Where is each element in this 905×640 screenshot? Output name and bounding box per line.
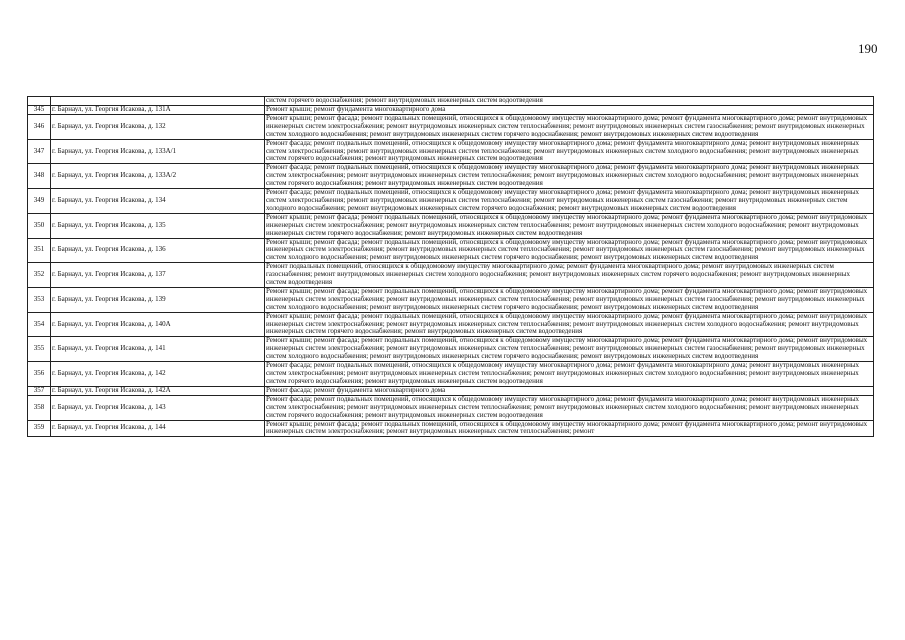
table-row bbox=[28, 287, 874, 312]
address-cell: г. Барнаул, ул. Георгия Исакова, д. 135 bbox=[51, 213, 265, 238]
address-cell: г. Барнаул, ул. Георгия Исакова, д. 134 bbox=[51, 189, 265, 214]
address-cell: г. Барнаул, ул. Георгия Исакова, д. 143 bbox=[51, 395, 265, 420]
address-cell bbox=[51, 97, 265, 106]
works-cell: Ремонт фасада; ремонт подвальных помещений, относящихся к общедомовому имуществу многоквартирного дома; ремонт фундамента многоквартирного дома; ремонт внутридомовых инженерных систем электроснабжения; ремонт внутридомовых инженерных систем теплоснабжения; ремонт внутридомовых инженерных систем холодного водоснабжения; ремонт внутридомовых инженерных систем горячего водоснабжения; ремонт внутридомовых инженерных систем водоотведения bbox=[265, 362, 874, 387]
works-cell: Ремонт крыши; ремонт фундамента многоквартирного дома bbox=[265, 105, 874, 114]
row-number: 354 bbox=[28, 312, 51, 337]
works-cell: Ремонт крыши; ремонт фасада; ремонт подвальных помещений, относящихся к общедомовому имуществу многоквартирного дома; ремонт фундамента многоквартирного дома; ремонт внутридомовых инженерных систем электроснабжения; ремонт внутридомовых инженерных систем теплоснабжения; ремонт внутридомовых инженерных систем холодного водоснабжения; ремонт внутридомовых инженерных систем горячего водоснабжения; ремонт внутридомовых инженерных систем водоотведения bbox=[265, 213, 874, 238]
row-number: 349 bbox=[28, 189, 51, 214]
table-row bbox=[28, 312, 874, 337]
table-row bbox=[28, 420, 874, 437]
works-cell: Ремонт крыши; ремонт фасада; ремонт подвальных помещений, относящихся к общедомовому имуществу многоквартирного дома; ремонт фундамента многоквартирного дома; ремонт внутридомовых инженерных систем электроснабжения; ремонт внутридомовых инженерных систем теплоснабжения; ремонт внутридомовых инженерных систем газоснабжения; ремонт внутридомовых инженерных систем холодного водоснабжения; ремонт внутридомовых инженерных систем горячего водоснабжения; ремонт внутридомовых инженерных систем водоотведения bbox=[265, 287, 874, 312]
works-cell: Ремонт фасада; ремонт подвальных помещений, относящихся к общедомовому имуществу многоквартирного дома; ремонт фундамента многоквартирного дома; ремонт внутридомовых инженерных систем электроснабжения; ремонт внутридомовых инженерных систем теплоснабжения; ремонт внутридомовых инженерных систем холодного водоснабжения; ремонт внутридомовых инженерных систем горячего водоснабжения; ремонт внутридомовых инженерных систем водоотведения bbox=[265, 139, 874, 164]
works-cell: Ремонт крыши; ремонт фасада; ремонт подвальных помещений, относящихся к общедомовому имуществу многоквартирного дома; ремонт фундамента многоквартирного дома; ремонт внутридомовых инженерных систем электроснабжения; ремонт внутридомовых инженерных систем теплоснабжения; ремонт внутридомовых инженерных систем холодного водоснабжения; ремонт внутридомовых инженерных систем горячего водоснабжения; ремонт внутридомовых инженерных систем водоотведения bbox=[265, 312, 874, 337]
address-cell: г. Барнаул, ул. Георгия Исакова, д. 133А/2 bbox=[51, 164, 265, 189]
address-cell: г. Барнаул, ул. Георгия Исакова, д. 139 bbox=[51, 287, 265, 312]
works-cell: Ремонт фасада; ремонт подвальных помещений, относящихся к общедомовому имуществу многоквартирного дома; ремонт фундамента многоквартирного дома; ремонт внутридомовых инженерных систем электроснабжения; ремонт внутридомовых инженерных систем теплоснабжения; ремонт внутридомовых инженерных систем газоснабжения; ремонт внутридомовых инженерных систем холодного водоснабжения; ремонт внутридомовых инженерных систем горячего водоснабжения; ремонт внутридомовых инженерных систем водоотведения bbox=[265, 189, 874, 214]
works-cell: Ремонт фасада; ремонт подвальных помещений, относящихся к общедомовому имуществу многоквартирного дома; ремонт фундамента многоквартирного дома; ремонт внутридомовых инженерных систем электроснабжения; ремонт внутридомовых инженерных систем теплоснабжения; ремонт внутридомовых инженерных систем холодного водоснабжения; ремонт внутридомовых инженерных систем горячего водоснабжения; ремонт внутридомовых инженерных систем водоотведения bbox=[265, 164, 874, 189]
row-number: 347 bbox=[28, 139, 51, 164]
works-cell: Ремонт фасада; ремонт подвальных помещений, относящихся к общедомовому имуществу многоквартирного дома; ремонт фундамента многоквартирного дома; ремонт внутридомовых инженерных систем электроснабжения; ремонт внутридомовых инженерных систем теплоснабжения; ремонт внутридомовых инженерных систем холодного водоснабжения; ремонт внутридомовых инженерных систем горячего водоснабжения; ремонт внутридомовых инженерных систем водоотведения bbox=[265, 395, 874, 420]
table-row bbox=[28, 263, 874, 288]
table-row bbox=[28, 337, 874, 362]
address-cell: г. Барнаул, ул. Георгия Исакова, д. 137 bbox=[51, 263, 265, 288]
works-cell: Ремонт крыши; ремонт фасада; ремонт подвальных помещений, относящихся к общедомовому имуществу многоквартирного дома; ремонт фундамента многоквартирного дома; ремонт внутридомовых инженерных систем электроснабжения; ремонт внутридомовых инженерных систем теплоснабжения; ремонт внутридомовых инженерных систем газоснабжения; ремонт внутридомовых инженерных систем холодного водоснабжения; ремонт внутридомовых инженерных систем горячего водоснабжения; ремонт внутридомовых инженерных систем водоотведения bbox=[265, 114, 874, 139]
works-cell: Ремонт крыши; ремонт фасада; ремонт подвальных помещений, относящихся к общедомовому имуществу многоквартирного дома; ремонт фундамента многоквартирного дома; ремонт внутридомовых инженерных систем электроснабжения; ремонт внутридомовых инженерных систем теплоснабжения; ремонт внутридомовых инженерных систем газоснабжения; ремонт внутридомовых инженерных систем холодного водоснабжения; ремонт внутридомовых инженерных систем горячего водоснабжения; ремонт внутридомовых инженерных систем водоотведения bbox=[265, 337, 874, 362]
table-row bbox=[28, 164, 874, 189]
table-row bbox=[28, 386, 874, 395]
row-number: 346 bbox=[28, 114, 51, 139]
works-cell: Ремонт фасада; ремонт фундамента многоквартирного дома bbox=[265, 386, 874, 395]
table-row bbox=[28, 189, 874, 214]
address-cell: г. Барнаул, ул. Георгия Исакова, д. 142 bbox=[51, 362, 265, 387]
address-cell: г. Барнаул, ул. Георгия Исакова, д. 144 bbox=[51, 420, 265, 437]
address-cell: г. Барнаул, ул. Георгия Исакова, д. 140А bbox=[51, 312, 265, 337]
row-number: 348 bbox=[28, 164, 51, 189]
page-number: 190 bbox=[858, 41, 878, 56]
works-cell: Ремонт крыши; ремонт фасада; ремонт подвальных помещений, относящихся к общедомовому имуществу многоквартирного дома; ремонт фундамента многоквартирного дома; ремонт внутридомовых инженерных систем электроснабжения; ремонт внутридомовых инженерных систем теплоснабжения; ремонт внутридомовых инженерных систем газоснабжения; ремонт внутридомовых инженерных систем холодного водоснабжения; ремонт внутридомовых инженерных систем горячего водоснабжения; ремонт внутридомовых инженерных систем водоотведения bbox=[265, 238, 874, 263]
row-number: 351 bbox=[28, 238, 51, 263]
row-number: 357 bbox=[28, 386, 51, 395]
repair-registry-table bbox=[27, 96, 874, 437]
address-cell: г. Барнаул, ул. Георгия Исакова, д. 132 bbox=[51, 114, 265, 139]
row-number bbox=[28, 97, 51, 106]
table-row bbox=[28, 139, 874, 164]
address-cell: г. Барнаул, ул. Георгия Исакова, д. 141 bbox=[51, 337, 265, 362]
row-number: 350 bbox=[28, 213, 51, 238]
row-number: 355 bbox=[28, 337, 51, 362]
works-cell: Ремонт подвальных помещений, относящихся к общедомовому имуществу многоквартирного дома; ремонт фундамента многоквартирного дома; ремонт внутридомовых инженерных систем газоснабжения; ремонт внутридомовых инженерных систем холодного водоснабжения; ремонт внутридомовых инженерных систем горячего водоснабжения; ремонт внутридомовых инженерных систем водоотведения bbox=[265, 263, 874, 288]
works-cell: Ремонт крыши; ремонт фасада; ремонт подвальных помещений, относящихся к общедомовому имуществу многоквартирного дома; ремонт фундамента многоквартирного дома; ремонт внутридомовых инженерных систем электроснабжения; ремонт внутридомовых инженерных систем теплоснабжения; ремонт bbox=[265, 420, 874, 437]
table-row bbox=[28, 362, 874, 387]
continuation-row bbox=[28, 97, 874, 106]
row-number: 358 bbox=[28, 395, 51, 420]
row-number: 345 bbox=[28, 105, 51, 114]
row-number: 359 bbox=[28, 420, 51, 437]
table-row bbox=[28, 105, 874, 114]
table-row bbox=[28, 213, 874, 238]
row-number: 352 bbox=[28, 263, 51, 288]
table-row bbox=[28, 395, 874, 420]
table-row bbox=[28, 114, 874, 139]
address-cell: г. Барнаул, ул. Георгия Исакова, д. 131А bbox=[51, 105, 265, 114]
row-number: 353 bbox=[28, 287, 51, 312]
address-cell: г. Барнаул, ул. Георгия Исакова, д. 142А bbox=[51, 386, 265, 395]
works-cell: систем горячего водоснабжения; ремонт внутридомовых инженерных систем водоотведения bbox=[265, 97, 874, 106]
row-number: 356 bbox=[28, 362, 51, 387]
address-cell: г. Барнаул, ул. Георгия Исакова, д. 133А/1 bbox=[51, 139, 265, 164]
address-cell: г. Барнаул, ул. Георгия Исакова, д. 136 bbox=[51, 238, 265, 263]
table-row bbox=[28, 238, 874, 263]
